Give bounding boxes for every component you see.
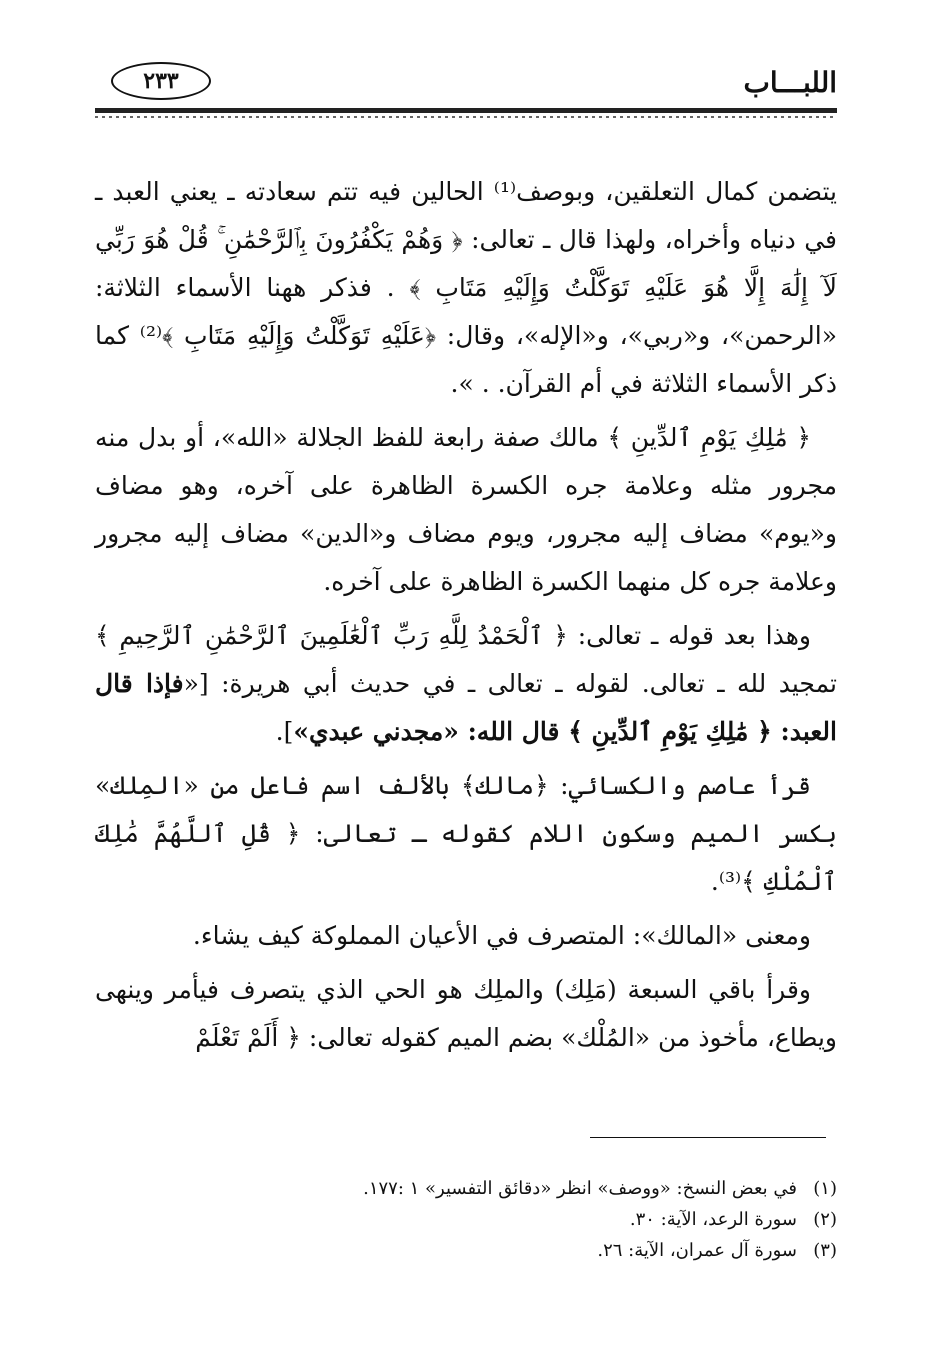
paragraph: ومعنى «المالك»: المتصرف في الأعيان المملوكة كيف يشاء. [192,921,811,950]
footnote [363,1204,837,1235]
footnotes [363,1173,837,1266]
paragraph: يتضمن كمال التعلقين، وبوصف⁽¹⁾ الحالين فيه تتم سعادته ـ يعني العبد ـ في دنياه وأخراه، ولهذا قال ـ تعالى: ﴿ وَهُمْ يَكْفُرُونَ بِٱلرَّحْمَٰنِ ۚ قُلْ هُوَ رَبِّي لَآ إِلَٰهَ إِلَّا هُوَ عَلَيْهِ تَوَكَّلْتُ وَإِلَيْهِ مَتَابِ ﴾ . فذكر ههنا الأسماء الثلاثة: «الرحمن»، و«ربي»، و«الإله»، وقال: ﴿عَلَيْهِ تَوَكَّلْتُ وَإِلَيْهِ مَتَابِ ﴾⁽²⁾ كما ذكر الأسماء الثلاثة في أم القرآن. . ». [95,177,837,398]
footnote [363,1173,837,1204]
footnote-number: (٣) [813,1240,837,1261]
paragraph: قرأ عاصم والكسائي: ﴿مالك﴾ بالألف اسم فاعل من «المِلك» بكسر الميم وسكون اللام كقوله ـ تعالى: ﴿ قُلِ ٱللَّهُمَّ مَٰلِكَ ٱلْمُلْكِ ﴾⁽³⁾. [95,771,838,896]
footnote-text: في بعض النسخ: «ووصف» انظر «دقائق التفسير» ١ :١٧٧. [363,1178,797,1199]
page-number: ٢٣٣ [111,62,211,100]
text-run: ]. [275,717,294,746]
footnote-number: (١) [813,1178,837,1199]
main-text [95,168,837,1062]
footnote [363,1235,837,1266]
hadith-quote: فإذا قال العبد: ﴿ مَٰلِكِ يَوْمِ ٱلدِّينِ ﴾ قال الله: «مجدني عبدي» [95,669,837,746]
book-title: اللبـــاب [743,66,837,99]
footnote-text: سورة آل عمران، الآية: ٢٦. [597,1240,797,1261]
page-header [95,60,837,122]
footnote-number: (٢) [813,1209,837,1230]
header-rule [95,108,837,113]
header-dotted-rule [95,116,837,118]
paragraph: ﴿ مَٰلِكِ يَوْمِ ٱلدِّينِ ﴾ مالك صفة رابعة للفظ الجلالة «الله»، أو بدل منه مجرور مثله وعلامة جره الكسرة الظاهرة على آخره، وهو مضاف و«يوم» مضاف إليه مجرور، ويوم مضاف و«الدين» مضاف إليه مجرور وعلامة جره كل منهما الكسرة الظاهرة على آخره. [95,423,837,596]
paragraph: وقرأ باقي السبعة (مَلِك) والملِك هو الحي الذي يتصرف فيأمر وينهى ويطاع، مأخوذ من «المُلْك» بضم الميم كقوله تعالى: ﴿ أَلَمْ تَعْلَمْ [95,975,837,1052]
footnote-separator [590,1137,826,1138]
footnote-text: سورة الرعد، الآية: ٣٠. [629,1209,797,1230]
paragraph [95,612,837,756]
text-run: وهذا بعد قوله ـ تعالى: ﴿ ٱلْحَمْدُ لِلَّهِ رَبِّ ٱلْعَٰلَمِينَ ٱلرَّحْمَٰنِ ٱلرَّحِيمِ ﴾ تمجيد لله ـ تعالى. لقوله ـ تعالى ـ في حديث أبي هريرة: [« [95,621,837,698]
